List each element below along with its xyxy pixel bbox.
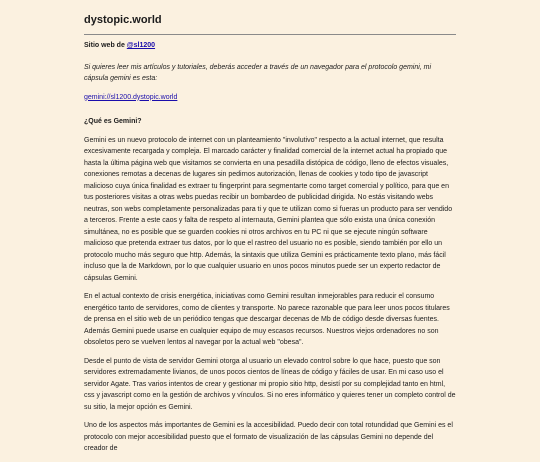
capsule-link[interactable]: gemini://sl1200.dystopic.world [84, 93, 178, 101]
capsule-link-line [84, 92, 456, 104]
site-title: dystopic.world [84, 14, 162, 26]
paragraph-2: En el actual contexto de crisis energética, iniciativas como Gemini resultan inmejorables para reducir el consumo energético tanto de servidores, como de clientes y transporte. No parece razonable que para leer unos pocos titulares de prensa en el sitio web de un periódico tengas que descargar decenas de Mb de código desde diversas fuentes. Además Gemini puede usarse en cualquier equipo de muy escasos recursos. Nuestros viejos ordenadores no son obsoletos pero se vuelven lentos al navegar por la actual web "obesa". [84, 293, 450, 346]
intro-text: Si quieres leer mis artículos y tutoriales, deberás acceder a través de un navegador para el protocolo gemini, mi cápsula gemini es esta: [84, 63, 432, 82]
paragraph-3: Desde el punto de vista de servidor Gemini otorga al usuario un elevado control sobre lo que hace, puesto que son servidores extremadamente livianos, de unos pocos cientos de líneas de código y fáciles de usar. En mi caso uso el servidor Agate. Tras varios intentos de crear y gestionar mi propio sitio http, desistí por su complejidad tanto en html, css y javascript como en la gestión de archivos y vínculos. Si no eres informático y quieres tener un completo control de su sitio, la mejor opción es Gemini. [84, 357, 456, 411]
header-divider [84, 34, 456, 35]
byline-prefix: Sitio web de [84, 42, 127, 49]
byline [84, 40, 456, 52]
main-content [84, 40, 456, 462]
author-link[interactable]: @sl1200 [126, 42, 156, 49]
section-heading: ¿Qué es Gemini? [84, 118, 142, 125]
paragraph-1: Gemini es un nuevo protocolo de internet con un planteamiento "involutivo" respecto a la actual internet, que resulta excesivamente recargada y compleja. El marcado carácter y finalidad comercial de la internet actual ha propiado que hasta la última página web que visitamos se convierta en una pesadilla distópica de código, lleno de efectos visuales, conexiones remotas a decenas de lugares sin pedirnos autorización, llenas de cookies y todo tipo de javascript malicioso cuya única finalidad es extraer tu fingerprint para segmentarte como target comercial y político, para que en tus posteriores visitas a otras webs puedas recibir un bombardeo de publicidad dirigida. No estás visitando webs neutras, son webs completamente personalizadas para ti y que te utilizan como si fueras un producto para ser vendido a terceros. Frente a este caos y falta de respeto al internauta, Gemini plantea que sólo exista una única conexión simultánea, no es posible que se guarden cookies ni otros archivos en tu PC ni que se ejecute ningún software malicioso que pretenda extraer tus datos, por lo que el rastreo del usuario no es posible, siendo también por ello un protocolo mucho más seguro que http. Además, la sintaxis que utiliza Gemini es prácticamente texto plano, más fácil incluso que la de Markdown, por lo que cualquier usuario en unos pocos minutos puede ser un experto redactor de cápsulas Gemini. [84, 136, 453, 282]
paragraph-4: Uno de los aspectos más importantes de Gemini es la accesibilidad. Puedo decir con total rotundidad que Gemini es el protocolo con mejor accesibilidad puesto que el formato de visualización de las cápsulas Gemini no depende del creador de [84, 422, 453, 452]
